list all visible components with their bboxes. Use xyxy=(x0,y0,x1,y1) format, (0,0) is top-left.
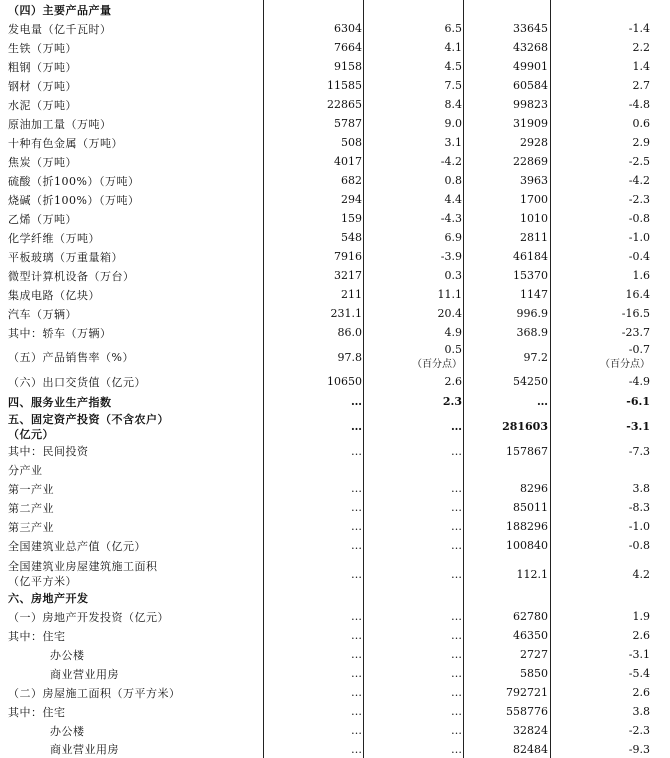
row-label: （一）房地产开发投资（亿元） xyxy=(8,610,169,624)
cell-col-1 xyxy=(265,460,362,479)
table-row xyxy=(0,152,670,171)
row-label: （四）主要产品产量 xyxy=(8,3,112,17)
cell-col-4 xyxy=(552,343,650,371)
cell-col-1: … xyxy=(351,686,362,699)
cell-col-3: 43268 xyxy=(513,41,548,54)
table-row xyxy=(0,607,670,626)
cell-col-4: -23.7 xyxy=(621,326,650,339)
cell-col-4 xyxy=(552,0,650,19)
cell-col-2: 4.5 xyxy=(444,60,462,73)
cell-col-3: 3963 xyxy=(520,174,548,187)
cell-col-4 xyxy=(552,589,650,607)
cell-col-4: -0.8 xyxy=(628,212,650,225)
row-label-line2: （亿平方米） xyxy=(8,575,77,588)
row-label: 其中：民间投资 xyxy=(8,445,89,458)
row-label: 商业营业用房 xyxy=(50,743,119,756)
cell-col-4: -4.9 xyxy=(628,375,650,388)
cell-col-3: 558776 xyxy=(506,705,548,718)
row-label: 其中：住宅 xyxy=(8,705,66,719)
cell-col-3: 281603 xyxy=(502,420,548,433)
cell-col-2: 8.4 xyxy=(444,98,462,111)
cell-col-3: 2811 xyxy=(520,231,548,244)
cell-col-3: 22869 xyxy=(513,155,548,168)
row-label: 第三产业 xyxy=(8,520,54,534)
cell-col-3: 5850 xyxy=(520,667,548,680)
cell-col-4: -2.5 xyxy=(628,155,650,168)
cell-col-2 xyxy=(365,460,462,479)
cell-col-2: … xyxy=(451,520,462,533)
cell-col-2: … xyxy=(451,686,462,699)
row-label: 六、房地产开发 xyxy=(8,592,89,605)
table-row xyxy=(0,76,670,95)
row-label: 第一产业 xyxy=(8,482,54,496)
cell-col-3 xyxy=(465,0,548,19)
row-label: 商业营业用房 xyxy=(50,667,119,681)
cell-col-4: -5.4 xyxy=(628,667,650,680)
table-row xyxy=(0,498,670,517)
cell-col-3: 46350 xyxy=(513,629,548,642)
table-row xyxy=(0,412,670,441)
cell-col-3: 368.9 xyxy=(516,326,548,339)
row-label-line2: （亿元） xyxy=(8,427,54,441)
row-label: 原油加工量（万吨） xyxy=(8,117,112,131)
cell-col-1: 22865 xyxy=(327,98,362,111)
table-row xyxy=(0,266,670,285)
cell-col-2: -4.2 xyxy=(440,155,462,168)
table-row xyxy=(0,343,670,371)
cell-col-4: -3.1 xyxy=(626,420,650,433)
cell-col-1: 7664 xyxy=(334,41,362,54)
table-row xyxy=(0,460,670,479)
table-row xyxy=(0,589,670,607)
cell-col-4: 1.4 xyxy=(632,60,650,73)
cell-col-4: -1.0 xyxy=(628,520,650,533)
table-row xyxy=(0,114,670,133)
table-row xyxy=(0,209,670,228)
cell-col-3: 157867 xyxy=(506,444,548,458)
cell-col-2: … xyxy=(451,724,462,737)
cell-col-4: 2.7 xyxy=(632,79,650,92)
cell-col-3: 97.2 xyxy=(523,350,548,364)
row-label: 乙烯（万吨） xyxy=(8,212,77,226)
cell-col-4: 16.4 xyxy=(625,288,650,301)
cell-col-2: … xyxy=(451,444,462,458)
row-label: 平板玻璃（万重量箱） xyxy=(8,250,123,264)
table-row xyxy=(0,57,670,76)
cell-col-1 xyxy=(265,0,362,19)
row-label: 焦炭（万吨） xyxy=(8,155,77,169)
cell-col-4: 3.8 xyxy=(632,705,650,718)
row-label: （六）出口交货值（亿元） xyxy=(8,375,146,389)
cell-col-2: 7.5 xyxy=(444,79,462,92)
cell-col-4: -0.8 xyxy=(628,539,650,552)
cell-col-3: 1700 xyxy=(520,193,548,206)
cell-col-2: … xyxy=(451,648,462,661)
cell-col-1: 294 xyxy=(341,193,362,206)
cell-col-2: 6.5 xyxy=(444,22,462,35)
cell-col-3: 8296 xyxy=(520,482,548,495)
cell-col-1: … xyxy=(351,705,362,718)
cell-col-2: … xyxy=(451,482,462,495)
cell-col-3: 32824 xyxy=(513,724,548,737)
row-label: 集成电路（亿块） xyxy=(8,288,100,302)
cell-col-2 xyxy=(365,589,462,607)
cell-col-4: 2.2 xyxy=(632,41,650,54)
row-label: 烧碱（折100%）（万吨） xyxy=(8,193,140,207)
cell-col-1: … xyxy=(351,667,362,680)
cell-col-3: 46184 xyxy=(513,250,548,263)
cell-col-3: 85011 xyxy=(513,501,548,514)
cell-unit-note: （百分点） xyxy=(600,359,650,370)
table-row xyxy=(0,285,670,304)
row-label: 十种有色金属（万吨） xyxy=(8,136,123,150)
row-label: 水泥（万吨） xyxy=(8,98,77,112)
cell-col-3: 33645 xyxy=(513,22,548,35)
table-row xyxy=(0,228,670,247)
cell-col-4: -0.4 xyxy=(628,250,650,263)
cell-col-3: 188296 xyxy=(506,520,548,533)
row-label: 硫酸（折100%）（万吨） xyxy=(8,174,140,188)
cell-col-3: 112.1 xyxy=(516,567,548,581)
cell-col-2: … xyxy=(451,539,462,552)
cell-col-2: 3.1 xyxy=(444,136,462,149)
cell-col-4: -9.3 xyxy=(628,742,650,756)
cell-col-4: 2.6 xyxy=(632,686,650,699)
cell-col-2: 4.1 xyxy=(444,41,462,54)
table-row xyxy=(0,740,670,758)
row-label: 粗钢（万吨） xyxy=(8,60,77,74)
cell-col-4: -6.1 xyxy=(626,395,650,408)
cell-col-4: -1.4 xyxy=(628,22,650,35)
cell-col-2: … xyxy=(451,501,462,514)
cell-col-2: 11.1 xyxy=(437,288,462,301)
row-label: 钢材（万吨） xyxy=(8,79,77,93)
table-row xyxy=(0,95,670,114)
cell-col-4: -1.0 xyxy=(628,231,650,244)
row-label: 生铁（万吨） xyxy=(8,41,77,55)
table-row xyxy=(0,171,670,190)
cell-col-1: 97.8 xyxy=(337,350,362,364)
cell-col-1: 231.1 xyxy=(330,307,362,320)
cell-col-4: 2.6 xyxy=(632,629,650,642)
cell-col-2: -4.3 xyxy=(440,212,462,225)
cell-col-1: … xyxy=(351,724,362,737)
table-row xyxy=(0,133,670,152)
cell-col-3: … xyxy=(537,395,548,408)
table-row xyxy=(0,702,670,721)
row-label: 其中：轿车（万辆） xyxy=(8,326,112,340)
cell-col-4: 0.6 xyxy=(632,117,650,130)
cell-col-3: 100840 xyxy=(506,539,548,552)
cell-col-3: 2727 xyxy=(520,648,548,661)
row-label: 第二产业 xyxy=(8,501,54,515)
cell-col-2: … xyxy=(451,742,462,756)
row-label: 全国建筑业总产值（亿元） xyxy=(8,539,146,553)
cell-col-1: 5787 xyxy=(334,117,362,130)
cell-col-2: 2.3 xyxy=(442,395,462,408)
table-row xyxy=(0,372,670,391)
cell-col-3: 49901 xyxy=(513,60,548,73)
cell-col-1: 86.0 xyxy=(337,326,362,339)
cell-col-1: … xyxy=(351,610,362,623)
table-row xyxy=(0,38,670,57)
cell-col-2: 0.8 xyxy=(444,174,462,187)
table-row xyxy=(0,247,670,266)
table-row xyxy=(0,392,670,411)
cell-col-1: 548 xyxy=(341,231,362,244)
table-row xyxy=(0,479,670,498)
cell-col-4: -4.8 xyxy=(628,98,650,111)
cell-col-2: -3.9 xyxy=(440,250,462,263)
row-label: （五）产品销售率（%） xyxy=(8,351,134,364)
cell-col-4: -16.5 xyxy=(621,307,650,320)
cell-col-1: … xyxy=(351,420,362,433)
table-row xyxy=(0,323,670,342)
row-label: 化学纤维（万吨） xyxy=(8,231,100,245)
row-label: 分产业 xyxy=(8,463,43,477)
cell-col-4: -2.3 xyxy=(628,724,650,737)
cell-col-2: … xyxy=(451,567,462,581)
row-label-line1: 全国建筑业房屋建筑施工面积 xyxy=(8,560,158,573)
cell-col-1: 10650 xyxy=(327,375,362,388)
cell-col-3: 31909 xyxy=(513,117,548,130)
cell-col-4: -3.1 xyxy=(628,648,650,661)
cell-col-1: 6304 xyxy=(334,22,362,35)
cell-col-2: … xyxy=(451,705,462,718)
table-row xyxy=(0,304,670,323)
cell-col-2: 6.9 xyxy=(444,231,462,244)
row-label: 汽车（万辆） xyxy=(8,307,77,321)
table-row xyxy=(0,683,670,702)
cell-col-2: 20.4 xyxy=(437,307,462,320)
cell-col-4: -8.3 xyxy=(628,501,650,514)
cell-col-3 xyxy=(465,460,548,479)
row-label: 其中：住宅 xyxy=(8,629,66,643)
cell-col-2: … xyxy=(451,610,462,623)
cell-col-2: 4.9 xyxy=(444,326,462,339)
cell-col-3: 15370 xyxy=(513,269,548,282)
cell-col-4: -7.3 xyxy=(628,444,650,458)
cell-col-3: 60584 xyxy=(513,79,548,92)
row-label: 办公楼 xyxy=(50,724,85,738)
cell-col-2: 0.3 xyxy=(444,269,462,282)
cell-col-1: 3217 xyxy=(334,269,362,282)
cell-col-4: 3.8 xyxy=(632,482,650,495)
cell-unit-note: （百分点） xyxy=(412,359,462,370)
cell-col-1: 9158 xyxy=(334,60,362,73)
cell-col-2: 4.4 xyxy=(444,193,462,206)
cell-col-1: … xyxy=(351,501,362,514)
cell-col-1 xyxy=(265,589,362,607)
cell-col-1: 211 xyxy=(341,288,362,301)
cell-col-1: … xyxy=(351,648,362,661)
table-row xyxy=(0,190,670,209)
table-row xyxy=(0,19,670,38)
cell-col-1: 682 xyxy=(341,174,362,187)
cell-col-3: 996.9 xyxy=(516,307,548,320)
cell-col-3: 792721 xyxy=(506,686,548,699)
row-label: 办公楼 xyxy=(50,648,85,662)
table-row xyxy=(0,0,670,19)
table-row xyxy=(0,721,670,740)
cell-col-2: … xyxy=(451,629,462,642)
cell-col-3: 1010 xyxy=(520,212,548,225)
cell-col-2 xyxy=(365,0,462,19)
cell-col-1: … xyxy=(351,567,362,581)
row-label xyxy=(8,560,263,588)
cell-col-2 xyxy=(365,343,462,371)
cell-col-4: -2.3 xyxy=(628,193,650,206)
table-row xyxy=(0,626,670,645)
cell-col-1: … xyxy=(351,444,362,458)
row-label: 四、服务业生产指数 xyxy=(8,395,112,409)
cell-col-3: 54250 xyxy=(513,375,548,388)
cell-value: -0.7 xyxy=(628,343,650,356)
cell-col-4: 1.9 xyxy=(632,610,650,623)
row-label: 发电量（亿千瓦时） xyxy=(8,22,112,36)
cell-col-4: 1.6 xyxy=(632,269,650,282)
cell-col-3: 2928 xyxy=(520,136,548,149)
cell-col-4 xyxy=(552,460,650,479)
cell-col-2: 2.6 xyxy=(444,375,462,388)
table-row xyxy=(0,442,670,460)
cell-col-3 xyxy=(465,589,548,607)
cell-col-1: 159 xyxy=(341,212,362,225)
cell-col-1: … xyxy=(351,629,362,642)
cell-col-2: … xyxy=(451,667,462,680)
cell-col-1: 11585 xyxy=(327,79,362,92)
cell-col-4: 2.9 xyxy=(632,136,650,149)
cell-value: 0.5 xyxy=(444,343,462,356)
cell-col-3: 82484 xyxy=(513,742,548,756)
cell-col-1: … xyxy=(351,482,362,495)
cell-col-3: 62780 xyxy=(513,610,548,623)
table-row xyxy=(0,645,670,664)
cell-col-3: 99823 xyxy=(513,98,548,111)
row-label-line1: 五、固定资产投资（不含农户） xyxy=(8,412,169,426)
cell-col-1: 7916 xyxy=(334,250,362,263)
cell-col-1: … xyxy=(351,395,362,408)
table-row xyxy=(0,517,670,536)
cell-col-1: … xyxy=(351,520,362,533)
cell-col-1: … xyxy=(351,539,362,552)
cell-col-1: 4017 xyxy=(334,155,362,168)
cell-col-1: … xyxy=(351,742,362,756)
row-label xyxy=(8,412,263,441)
cell-col-3: 1147 xyxy=(520,288,548,301)
cell-col-2: … xyxy=(451,420,462,433)
cell-col-4: -4.2 xyxy=(628,174,650,187)
table-row xyxy=(0,664,670,683)
cell-col-4: 4.2 xyxy=(632,567,650,581)
cell-col-1: 508 xyxy=(341,136,362,149)
row-label: （二）房屋施工面积（万平方米） xyxy=(8,686,181,700)
cell-col-2: 9.0 xyxy=(444,117,462,130)
row-label: 微型计算机设备（万台） xyxy=(8,269,135,283)
table-row xyxy=(0,560,670,588)
table-row xyxy=(0,536,670,555)
